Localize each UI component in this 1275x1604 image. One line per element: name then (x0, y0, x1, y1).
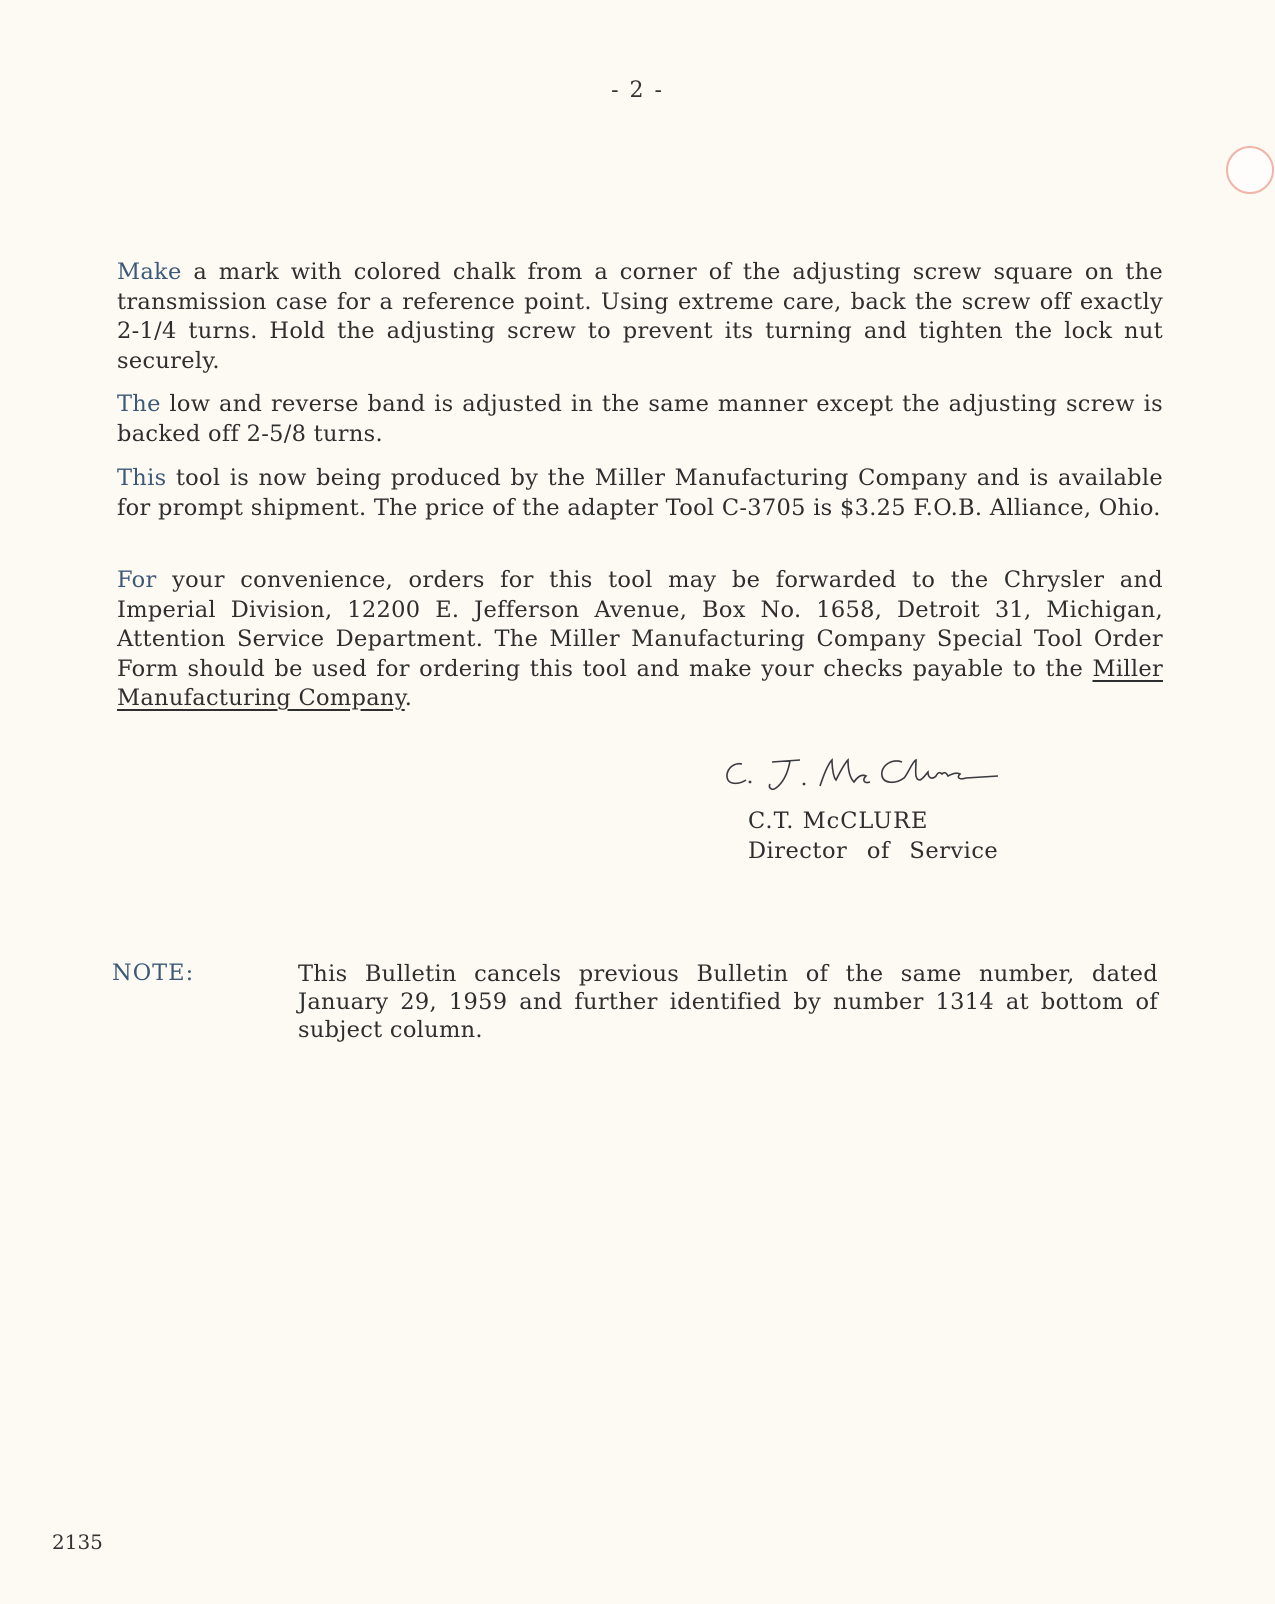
paragraph-lead-word: The (117, 391, 161, 417)
paragraph-low-reverse-band (117, 390, 1163, 449)
note-text: This Bulletin cancels previous Bulletin of the same number, dated January 29, 1959 and further identified by number 1314 at bottom of subject column. (298, 961, 1158, 1043)
paragraph-text: low and reverse band is adjusted in the same manner except the adjusting screw is backed off 2-5/8 turns. (117, 391, 1163, 447)
page-number: - 2 - (611, 78, 664, 103)
handwritten-signature (720, 750, 1020, 798)
paragraph-text: your convenience, orders for this tool may be forwarded to the Chrysler and Imperial Division, 12200 E. Jefferson Avenue, Box No. 1658, Detroit 31, Michigan, Attention Service Department. The Miller Manufacturing Company Special Tool Order Form should be used for ordering this tool and make your checks payable to the (117, 567, 1163, 682)
paragraph-tool-availability (117, 464, 1163, 523)
paragraph-text: tool is now being produced by the Miller Manufacturing Company and is available for prompt shipment. The price of the adapter Tool C-3705 is $3.25 F.O.B. Alliance, Ohio. (117, 465, 1163, 521)
paragraph-lead-word: Make (117, 259, 182, 285)
signer-name: C.T. McCLURE (748, 808, 929, 834)
payee-company-underlined: Miller Manufacturing Company (117, 655, 1163, 711)
signer-title: Director of Service (748, 838, 999, 864)
paragraph-chalk-mark-adjustment (117, 258, 1163, 376)
paragraph-lead-word: This (117, 465, 167, 491)
paragraph-ordering-instructions (117, 566, 1163, 714)
paragraph-lead-word: For (117, 567, 157, 593)
bleed-through-header-graphic (400, 95, 920, 185)
footer-document-code: 2135 (52, 1530, 103, 1554)
note-label: NOTE: (112, 960, 195, 986)
paragraph-text: a mark with colored chalk from a corner of the adjusting screw square on the transmission case for a reference point. Using extreme care, back the screw off exactly 2-1/4 turns. Hold the adjusting screw to prevent its turning and tighten the lock nut securely. (117, 259, 1163, 374)
paragraph-end: . (404, 685, 413, 711)
punch-hole-mark (1226, 146, 1274, 194)
